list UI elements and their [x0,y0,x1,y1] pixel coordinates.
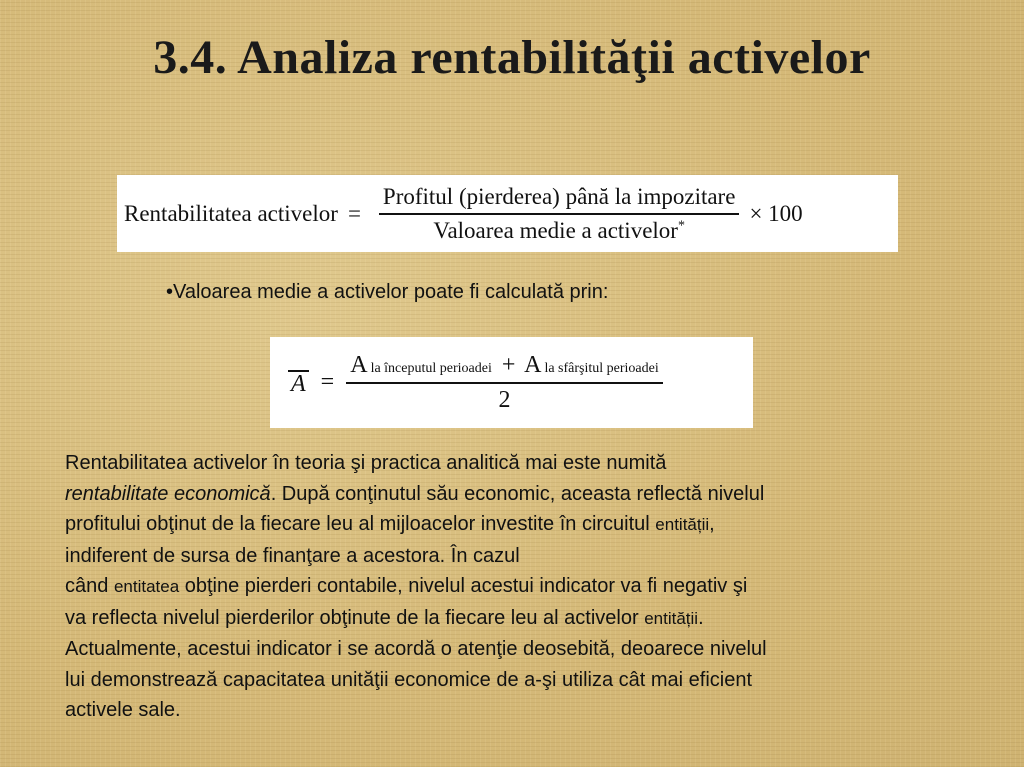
para-line-3-a: profitului obţinut de la fiecare leu al mijloacelor investite în circuitul [65,513,656,535]
para-line-5 [65,571,995,603]
formula2-equals: = [320,369,335,395]
para-line-6 [65,603,995,635]
formula-multiplier: × 100 [749,200,803,226]
para-line-6-a: va reflecta nivelul pierderilor obţinute de la fiecare leu al activelor [65,606,645,629]
formula2-lhs: A [288,370,309,396]
formula-average-assets [270,337,753,428]
para-line-2 [65,479,995,510]
para-line-7: Actualmente, acestui indicator i se acordă o atenţie deosebită, deoarece nivelul [65,638,767,660]
formula-asset-profitability [117,175,898,252]
para-line-3 [65,509,995,541]
para-line-1: Rentabilitatea activelor în teoria şi practica analitică mai este numită [65,452,667,474]
para-line-5-a: când [65,575,114,597]
formula2-plus: + [501,351,516,378]
formula2-numerator [346,352,663,384]
para-line-4: indiferent de sursa de finanţare a acestora. În cazul [65,544,520,567]
para-line-2-rest: . După conţinutul său economic, aceasta reflectă nivelul [270,482,765,505]
formula-numerator: Profitul (pierderea) până la impozitare [379,184,740,215]
formula-equals: = [347,200,361,226]
formula2-term1-sub: la începutul perioadei [370,360,492,376]
formula-denominator: Valoarea medie a activelor [433,217,678,243]
slide-title: 3.4. Analiza rentabilităţii activelor [153,31,871,84]
para-line-9: activele sale. [65,699,181,721]
para-line-6-b: entității [644,608,699,628]
para-line-5-b: entitatea [113,577,180,596]
formula-fraction [379,184,740,244]
formula2-denominator: 2 [498,386,511,413]
para-line-3-c: , [709,513,715,535]
para-line-8: lui demonstrează capacitatea unităţii economice de a-şi utiliza cât mai eficient [65,668,753,691]
para-line-3-b: entității [655,515,710,534]
term-economic-profitability: rentabilitate economică [65,482,271,505]
para-line-5-c: obţine pierderi contabile, nivelul acestui indicator va fi negativ şi [179,575,748,597]
bullet-average-assets: •Valoarea medie a activelor poate fi calculată prin: [166,281,609,303]
body-paragraph [65,448,995,726]
formula-lhs: Rentabilitatea activelor [124,200,338,226]
para-line-6-c: . [698,606,704,629]
formula-asterisk: * [677,217,685,233]
formula2-term2-sub: la sfârşitul perioadei [544,360,659,376]
formula2-term2: A [524,351,542,378]
formula2-fraction [346,352,663,414]
formula2-term1: A [350,351,368,378]
